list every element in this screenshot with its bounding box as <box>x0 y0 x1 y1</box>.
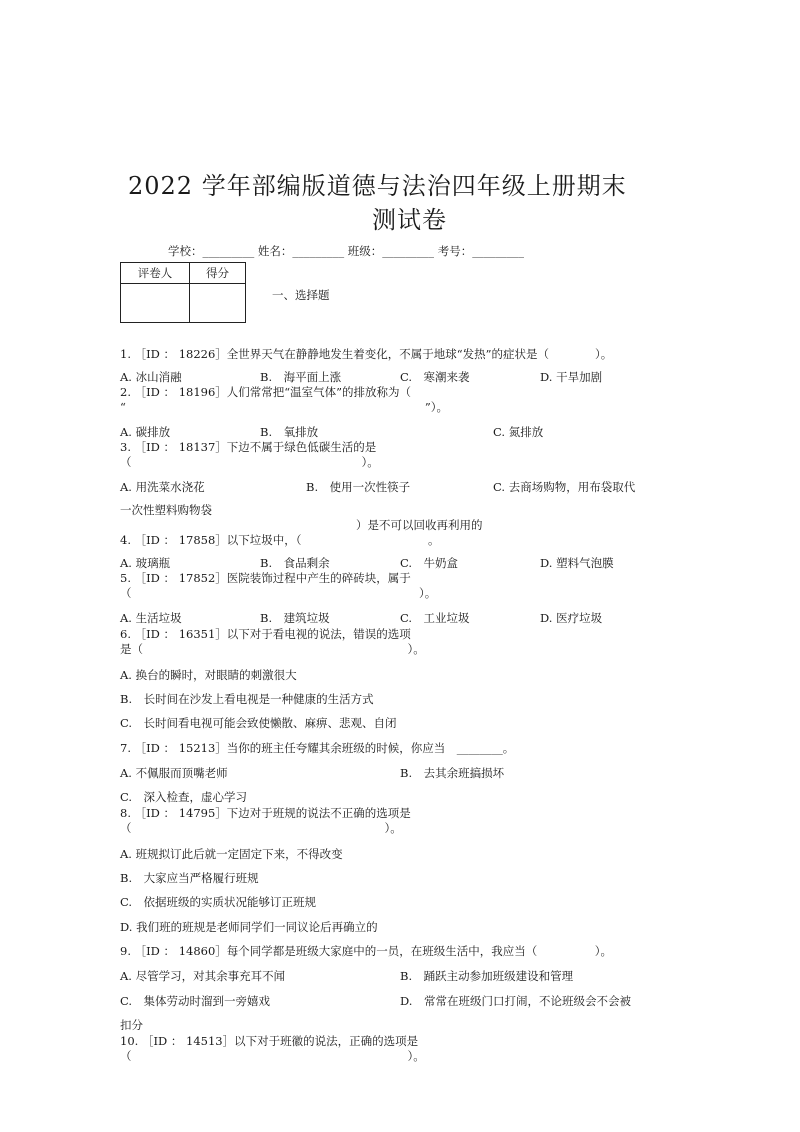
score-cell[interactable] <box>190 284 246 323</box>
question-4-option-b: B. 食品剩余 <box>260 556 330 570</box>
question-5-stem-cont: （ ）。 <box>120 586 437 600</box>
question-3-stem: 3. ［ID ： 18137］下边不属于绿色低碳生活的是 <box>120 440 377 454</box>
question-7-option-c: C. 深入检查，虚心学习 <box>120 790 248 804</box>
page-title-line1: 2022 学年部编版道德与法治四年级上册期末 <box>128 172 627 200</box>
question-2-option-a: A. 碳排放 <box>120 425 171 439</box>
question-6-option-a: A. 换台的瞬时，对眼睛的刺激很大 <box>120 668 297 682</box>
question-5-option-d: D. 医疗垃圾 <box>540 611 603 625</box>
question-9-option-d-cont: 扣分 <box>120 1018 143 1032</box>
question-8-stem: 8. ［ID ： 14795］下边对于班规的说法不正确的选项是 <box>120 806 411 820</box>
question-5-option-a: A. 生活垃圾 <box>120 611 182 625</box>
question-9-option-b: B. 踊跃主动参加班级建设和管理 <box>400 969 574 983</box>
score-table <box>120 262 246 323</box>
question-1-option-a: A. 冰山消融 <box>120 370 182 384</box>
question-1-option-b: B. 海平面上涨 <box>260 370 342 384</box>
question-5-stem: 5. ［ID ： 17852］医院装饰过程中产生的碎砖块，属于 <box>120 571 411 585</box>
question-5-option-c: C. 工业垃圾 <box>400 611 470 625</box>
section-title: 一、选择题 <box>272 288 330 302</box>
question-3-option-c-cont: 一次性塑料购物袋 <box>120 503 212 517</box>
question-9-option-a: A. 尽管学习，对其余事充耳不闻 <box>120 969 286 983</box>
score-header: 得分 <box>190 263 246 284</box>
grader-cell[interactable] <box>121 284 190 323</box>
question-3-option-b: B. 使用一次性筷子 <box>306 480 411 494</box>
question-9-stem: 9. ［ID ： 14860］每个同学都是班级大家庭中的一员，在班级生活中，我应当（ ）。 <box>120 944 613 958</box>
question-6-stem-cont: 是（ ）。 <box>120 642 425 656</box>
question-6-stem: 6. ［ID ： 16351］以下对于看电视的说法，错误的选项 <box>120 627 411 641</box>
question-8-option-a: A. 班规拟订此后就一定固定下来，不得改变 <box>120 847 343 861</box>
question-2-stem: 2. ［ID ： 18196］人们常常把“温室气体”的排放称为（ <box>120 385 412 399</box>
question-3-option-c: C. 去商场购物，用布袋取代 <box>493 480 636 494</box>
question-9-option-d: D. 常常在班级门口打闹，不论班级会不会被 <box>400 994 631 1008</box>
question-6-option-c: C. 长时间看电视可能会致使懒散、麻痹、悲观、自闭 <box>120 716 397 730</box>
question-8-option-d: D. 我们班的班规是老师同学们一同议论后再确立的 <box>120 920 378 934</box>
question-2-option-b: B. 氧排放 <box>260 425 319 439</box>
student-info-line: 学校：_________ 姓名：_________ 班级：_________ 考号：_________ <box>168 244 524 258</box>
question-3-stem-cont: （ ）。 <box>120 455 379 469</box>
question-3-option-a: A. 用洗菜水浇花 <box>120 480 205 494</box>
question-7-option-a: A. 不佩服而顶嘴老师 <box>120 766 228 780</box>
page-title-line2: 测试卷 <box>372 206 447 234</box>
question-4-stem: 4. ［ID ： 17858］以下垃圾中，（ 。 <box>120 533 440 547</box>
question-1-stem: 1. ［ID ： 18226］全世界天气在静静地发生着变化，不属于地球“发热”的症状是（ ）。 <box>120 347 613 361</box>
question-9-option-c: C. 集体劳动时溜到一旁嬉戏 <box>120 994 271 1008</box>
question-1-option-d: D. 干旱加剧 <box>540 370 603 384</box>
question-4-option-d: D. 塑料气泡膜 <box>540 556 614 570</box>
question-1-option-c: C. 寒潮来袭 <box>400 370 470 384</box>
question-4-option-a: A. 玻璃瓶 <box>120 556 171 570</box>
question-4-option-c: C. 牛奶盒 <box>400 556 459 570</box>
question-7-stem: 7. ［ID ： 15213］当你的班主任夸耀其余班级的时候，你应当 ________。 <box>120 741 515 755</box>
question-8-stem-cont: （ ）。 <box>120 821 402 835</box>
question-8-option-b: B. 大家应当严格履行班规 <box>120 871 259 885</box>
question-8-option-c: C. 依据班级的实质状况能够订正班规 <box>120 895 317 909</box>
question-2-option-c: C. 氮排放 <box>493 425 544 439</box>
grader-header: 评卷人 <box>121 263 190 284</box>
question-5-option-b: B. 建筑垃圾 <box>260 611 330 625</box>
question-6-option-b: B. 长时间在沙发上看电视是一种健康的生活方式 <box>120 692 374 706</box>
question-7-option-b: B. 去其余班搞损坏 <box>400 766 505 780</box>
question-10-stem: 10. ［ID ： 14513］以下对于班徽的说法，正确的选项是 <box>120 1034 419 1048</box>
question-2-stem-cont: “ ”）。 <box>120 400 449 414</box>
question-4-stem-top: ）是不可以回收再利用的 <box>356 518 483 532</box>
question-10-stem-cont: （ ）。 <box>120 1049 425 1063</box>
